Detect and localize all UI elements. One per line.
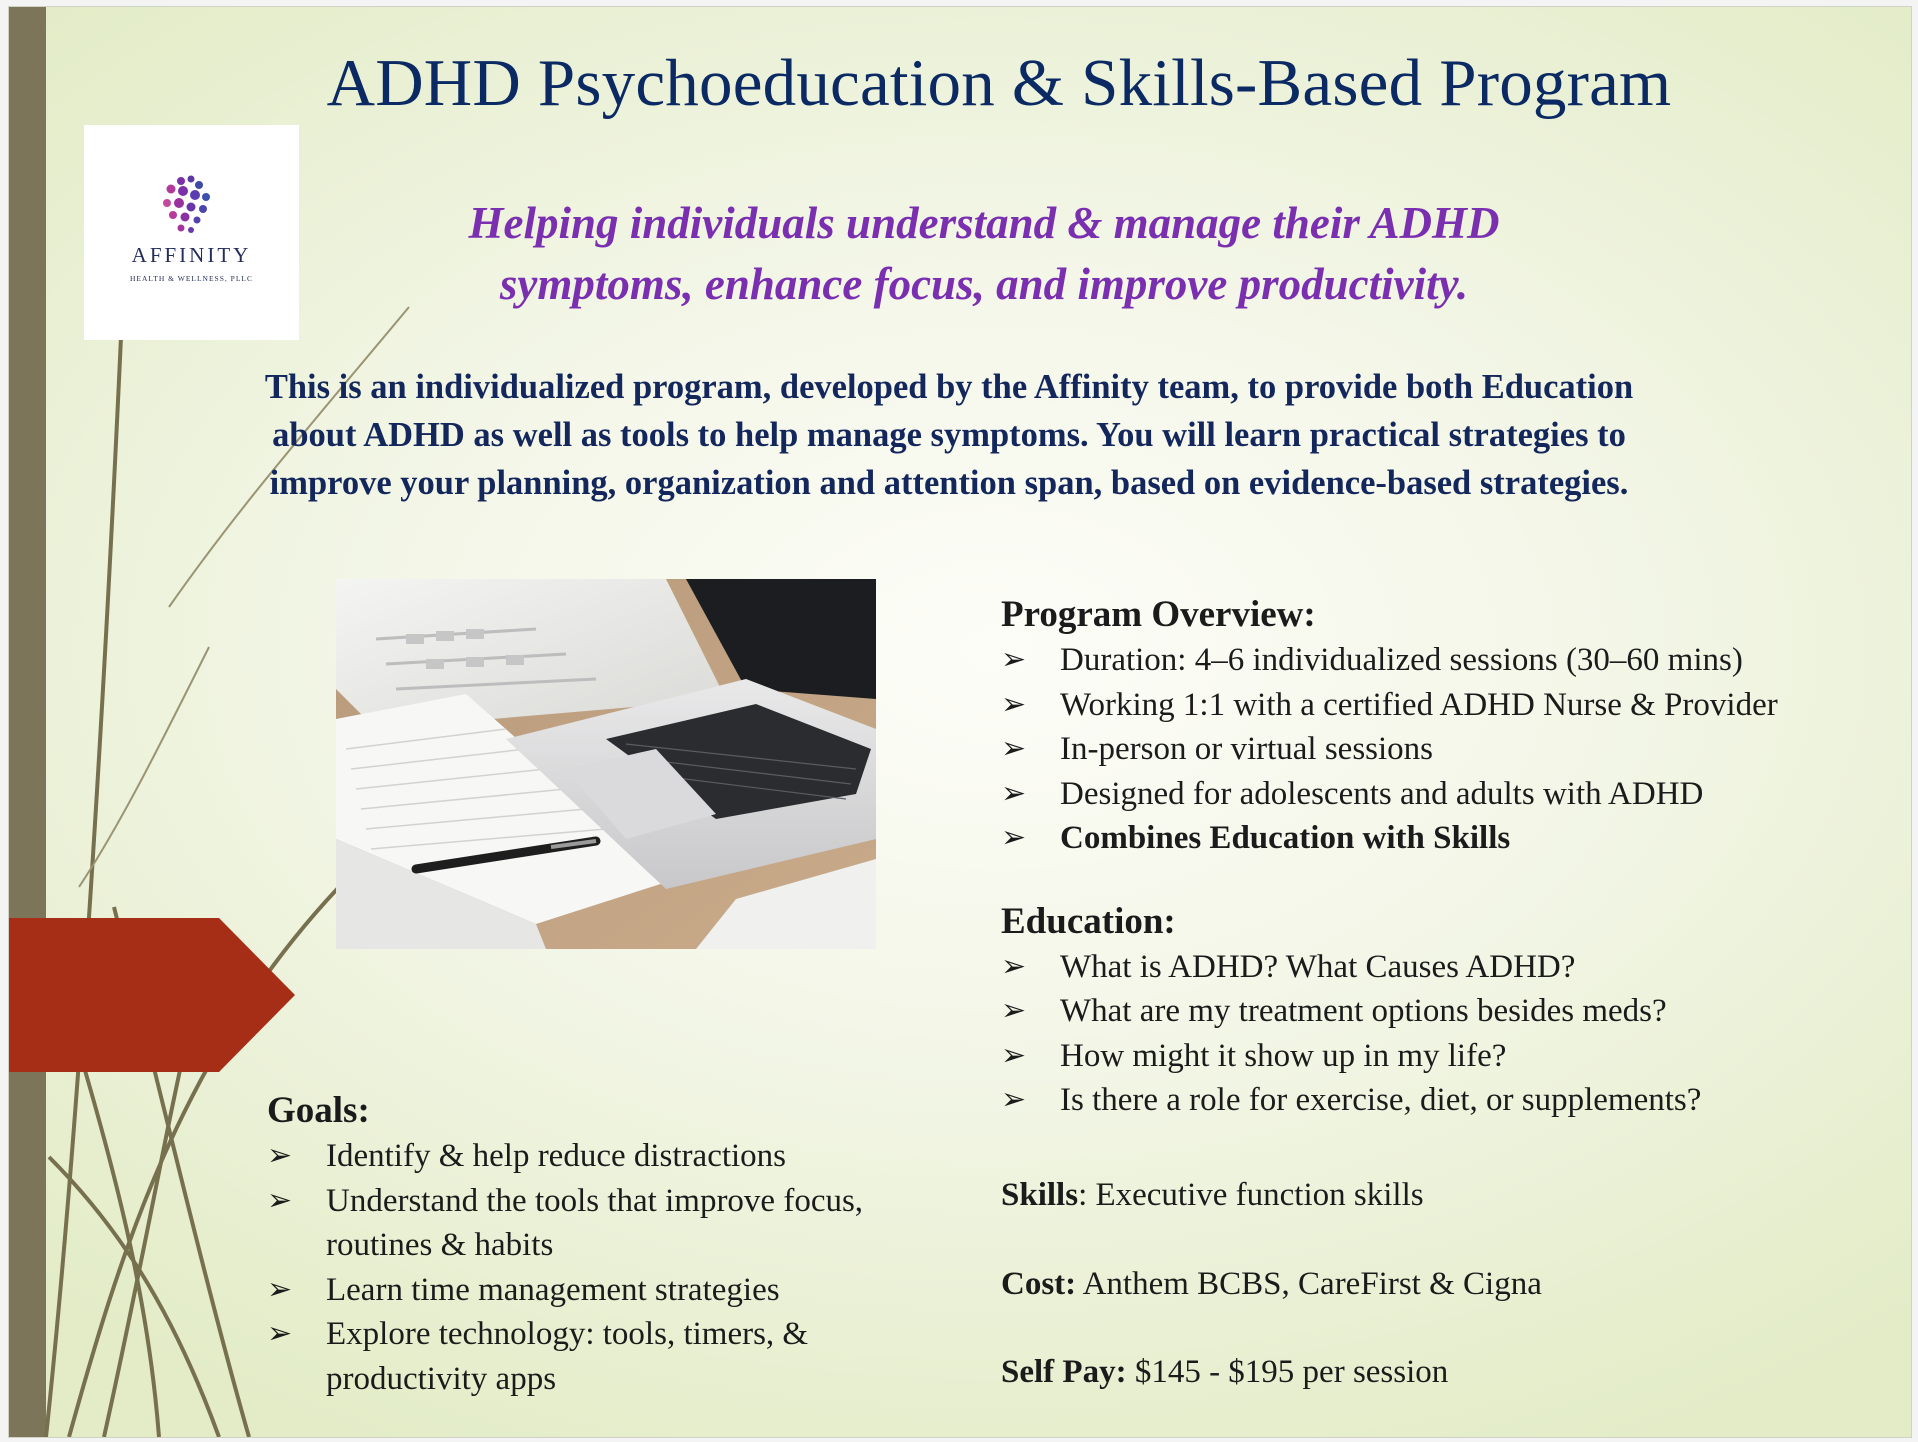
laptop-notebook-photo — [336, 579, 876, 949]
goals-heading: Goals: — [267, 1090, 370, 1131]
goals-section — [267, 1088, 967, 1401]
program-overview-list — [1001, 638, 1901, 861]
page-title: ADHD Psychoeducation & Skills-Based Program — [326, 46, 1672, 120]
arrow-bullet-icon: ➢ — [1001, 732, 1027, 765]
cost-label: Cost: — [1001, 1266, 1077, 1302]
list-item: ➢ How might it show up in my life? — [1001, 1034, 1901, 1079]
list-item: ➢ What is ADHD? What Causes ADHD? — [1001, 945, 1901, 990]
slide — [8, 6, 1912, 1438]
intro-paragraph — [149, 363, 1749, 507]
list-item: ➢ What are my treatment options besides meds? — [1001, 989, 1901, 1034]
list-item: ➢ Is there a role for exercise, diet, or supplements? — [1001, 1078, 1901, 1123]
self-pay-line — [1001, 1350, 1448, 1395]
intro-line-3: improve your planning, organization and attention span, based on evidence-based strategies. — [269, 464, 1629, 502]
intro-line-1: This is an individualized program, developed by the Affinity team, to provide both Education — [264, 368, 1634, 406]
molecule-icon — [159, 175, 219, 235]
list-item: ➢ Duration: 4–6 individualized sessions (30–60 mins) — [1001, 638, 1901, 683]
tagline — [319, 193, 1649, 315]
program-overview-heading: Program Overview: — [1001, 594, 1316, 635]
arrow-bullet-icon: ➢ — [1001, 949, 1027, 983]
arrow-bullet-icon: ➢ — [267, 1317, 293, 1350]
education-list — [1001, 945, 1901, 1123]
skills-line — [1001, 1173, 1424, 1218]
arrow-bullet-icon: ➢ — [267, 1272, 293, 1306]
cost-line — [1001, 1262, 1542, 1307]
self-pay-label: Self Pay: — [1001, 1354, 1127, 1390]
program-overview-section — [1001, 592, 1901, 1123]
logo-subtitle: HEALTH & WELLNESS, PLLC — [129, 274, 253, 283]
list-item: ➢ Explore technology: tools, timers, & productivity apps — [267, 1312, 926, 1401]
list-item: ➢ Identify & help reduce distractions — [267, 1134, 967, 1179]
arrow-bullet-icon: ➢ — [1001, 643, 1027, 676]
intro-line-2: about ADHD as well as tools to help manage symptoms. You will learn practical strategies to — [272, 416, 1626, 454]
arrow-bullet-icon: ➢ — [267, 1139, 293, 1172]
self-pay-text: $145 - $195 per session — [1126, 1354, 1449, 1390]
arrow-bullet-icon: ➢ — [1001, 1038, 1027, 1072]
list-item: ➢ Designed for adolescents and adults with ADHD — [1001, 772, 1901, 817]
cost-text: Anthem BCBS, CareFirst & Cigna — [1076, 1266, 1542, 1302]
tagline-line-1: Helping individuals understand & manage their ADHD — [468, 198, 1500, 248]
arrow-bullet-icon: ➢ — [1001, 821, 1027, 854]
goals-list — [267, 1134, 967, 1401]
list-item: ➢ In-person or virtual sessions — [1001, 727, 1901, 772]
list-item: ➢ Working 1:1 with a certified ADHD Nurse & Provider — [1001, 683, 1901, 728]
education-heading: Education: — [1001, 900, 1176, 942]
affinity-logo — [84, 125, 299, 340]
arrow-bullet-icon: ➢ — [1001, 994, 1027, 1027]
arrow-bullet-icon: ➢ — [267, 1183, 293, 1217]
arrow-bullet-icon: ➢ — [1001, 776, 1027, 810]
list-item: ➢ Combines Education with Skills — [1001, 816, 1901, 861]
list-item: ➢ Understand the tools that improve focus, routines & habits — [267, 1179, 946, 1268]
list-item: ➢ Learn time management strategies — [267, 1268, 967, 1313]
arrow-bullet-icon: ➢ — [1001, 687, 1027, 721]
red-arrow-shape — [9, 910, 309, 1080]
skills-label: Skills — [1001, 1177, 1079, 1213]
arrow-bullet-icon: ➢ — [1001, 1083, 1027, 1116]
logo-name: AFFINITY — [131, 243, 252, 267]
tagline-line-2: symptoms, enhance focus, and improve productivity. — [499, 259, 1469, 309]
skills-text: : Executive function skills — [1078, 1177, 1424, 1213]
